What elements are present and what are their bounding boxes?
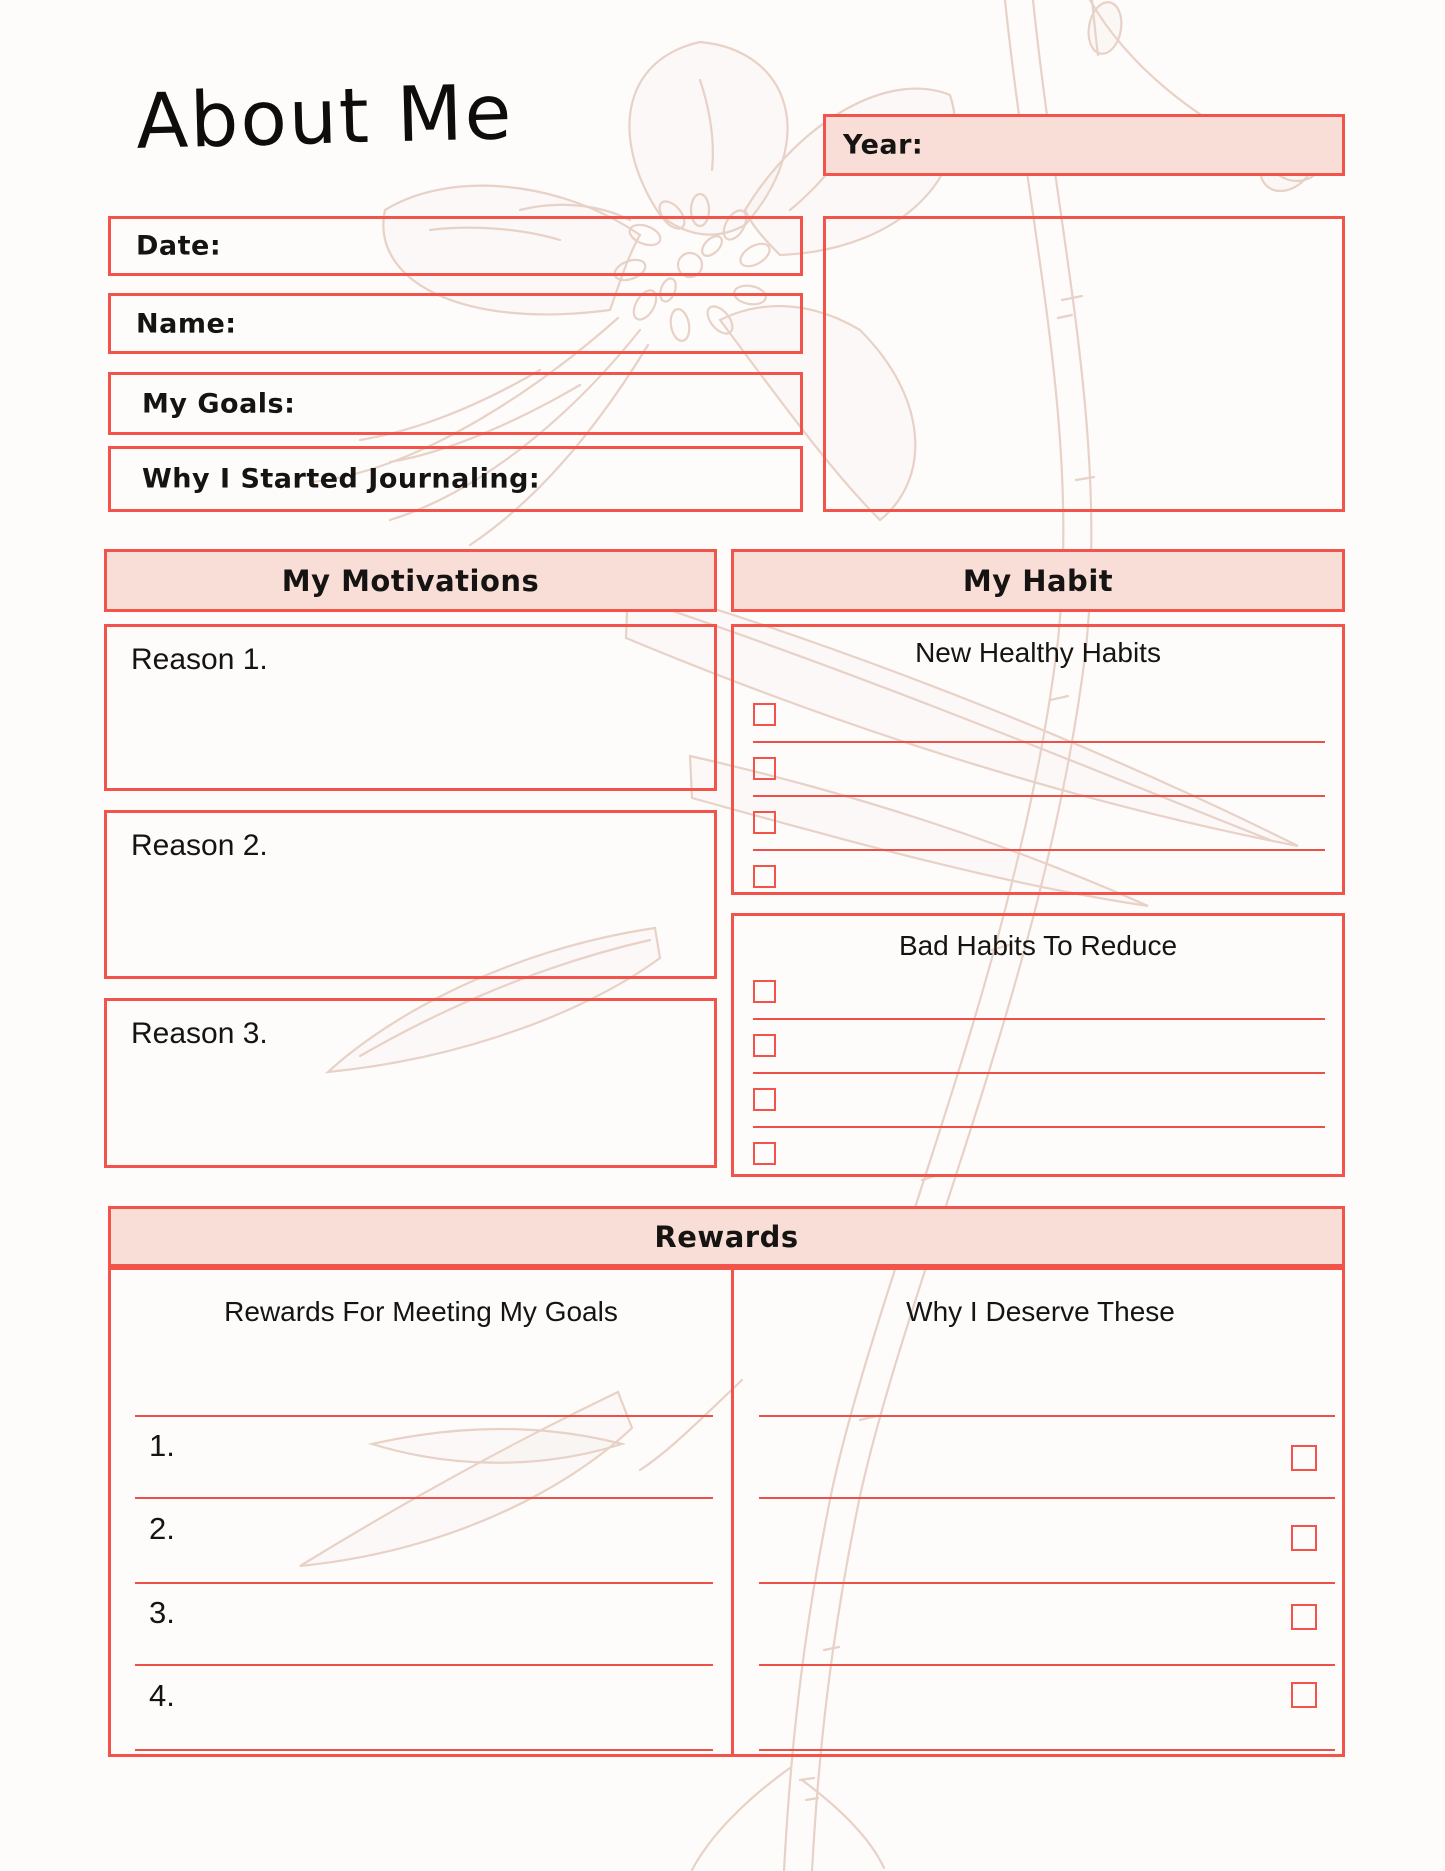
- writing-line[interactable]: [135, 1415, 713, 1417]
- writing-line[interactable]: [753, 795, 1325, 797]
- rewards-right-title: Why I Deserve These: [906, 1296, 1175, 1327]
- motivations-header-label: My Motivations: [281, 563, 540, 598]
- writing-line[interactable]: [753, 1018, 1325, 1020]
- checkbox[interactable]: [753, 865, 776, 888]
- checkbox[interactable]: [1291, 1604, 1317, 1630]
- checkbox[interactable]: [753, 980, 776, 1003]
- checkbox[interactable]: [753, 1088, 776, 1111]
- habit-header-label: My Habit: [962, 563, 1114, 598]
- year-label: Year:: [843, 129, 924, 161]
- writing-line[interactable]: [135, 1497, 713, 1499]
- checkbox[interactable]: [1291, 1525, 1317, 1551]
- name-field[interactable]: [108, 293, 803, 354]
- healthy-habits-box: [731, 624, 1345, 895]
- bad-habits-title: Bad Habits To Reduce: [898, 930, 1178, 961]
- checkbox[interactable]: [1291, 1445, 1317, 1471]
- writing-line[interactable]: [753, 1072, 1325, 1074]
- reward-number-4: 4.: [149, 1678, 175, 1713]
- checkbox[interactable]: [753, 703, 776, 726]
- notes-box[interactable]: [823, 216, 1345, 512]
- motivations-header: [104, 549, 717, 612]
- writing-line[interactable]: [753, 849, 1325, 851]
- reason-1-box[interactable]: [104, 624, 717, 791]
- writing-line[interactable]: [135, 1749, 713, 1751]
- healthy-habits-title: New Healthy Habits: [915, 637, 1161, 668]
- rewards-left-title: Rewards For Meeting My Goals: [224, 1296, 618, 1327]
- checkbox[interactable]: [753, 1034, 776, 1057]
- goals-field[interactable]: [108, 372, 803, 435]
- rewards-header-label: Rewards: [654, 1219, 799, 1254]
- rewards-body: [108, 1267, 1345, 1757]
- writing-line[interactable]: [759, 1582, 1335, 1584]
- reason-3-box[interactable]: [104, 998, 717, 1168]
- rewards-header: [108, 1206, 1345, 1267]
- writing-line[interactable]: [759, 1497, 1335, 1499]
- reason-3-label: Reason 3.: [131, 1017, 268, 1050]
- bad-habits-box: [731, 913, 1345, 1177]
- reward-number-2: 2.: [149, 1511, 175, 1546]
- writing-line[interactable]: [759, 1415, 1335, 1417]
- why-journaling-field[interactable]: [108, 446, 803, 512]
- checkbox[interactable]: [1291, 1682, 1317, 1708]
- writing-line[interactable]: [759, 1749, 1335, 1751]
- reason-2-label: Reason 2.: [131, 829, 268, 862]
- date-field[interactable]: [108, 216, 803, 276]
- reward-number-3: 3.: [149, 1595, 175, 1630]
- page-title: About Me: [134, 67, 515, 166]
- writing-line[interactable]: [753, 1126, 1325, 1128]
- year-field[interactable]: [823, 114, 1345, 176]
- writing-line[interactable]: [135, 1582, 713, 1584]
- date-label: Date:: [136, 230, 222, 262]
- reason-2-box[interactable]: [104, 810, 717, 979]
- why-journaling-label: Why I Started Journaling:: [142, 463, 541, 495]
- name-label: Name:: [136, 308, 237, 339]
- habit-header: [731, 549, 1345, 612]
- reward-number-1: 1.: [149, 1428, 175, 1463]
- writing-line[interactable]: [753, 741, 1325, 743]
- checkbox[interactable]: [753, 811, 776, 834]
- reason-1-label: Reason 1.: [131, 643, 268, 676]
- rewards-column-divider: [731, 1270, 734, 1754]
- writing-line[interactable]: [759, 1664, 1335, 1666]
- writing-line[interactable]: [135, 1664, 713, 1666]
- checkbox[interactable]: [753, 757, 776, 780]
- checkbox[interactable]: [753, 1142, 776, 1165]
- goals-label: My Goals:: [142, 388, 296, 419]
